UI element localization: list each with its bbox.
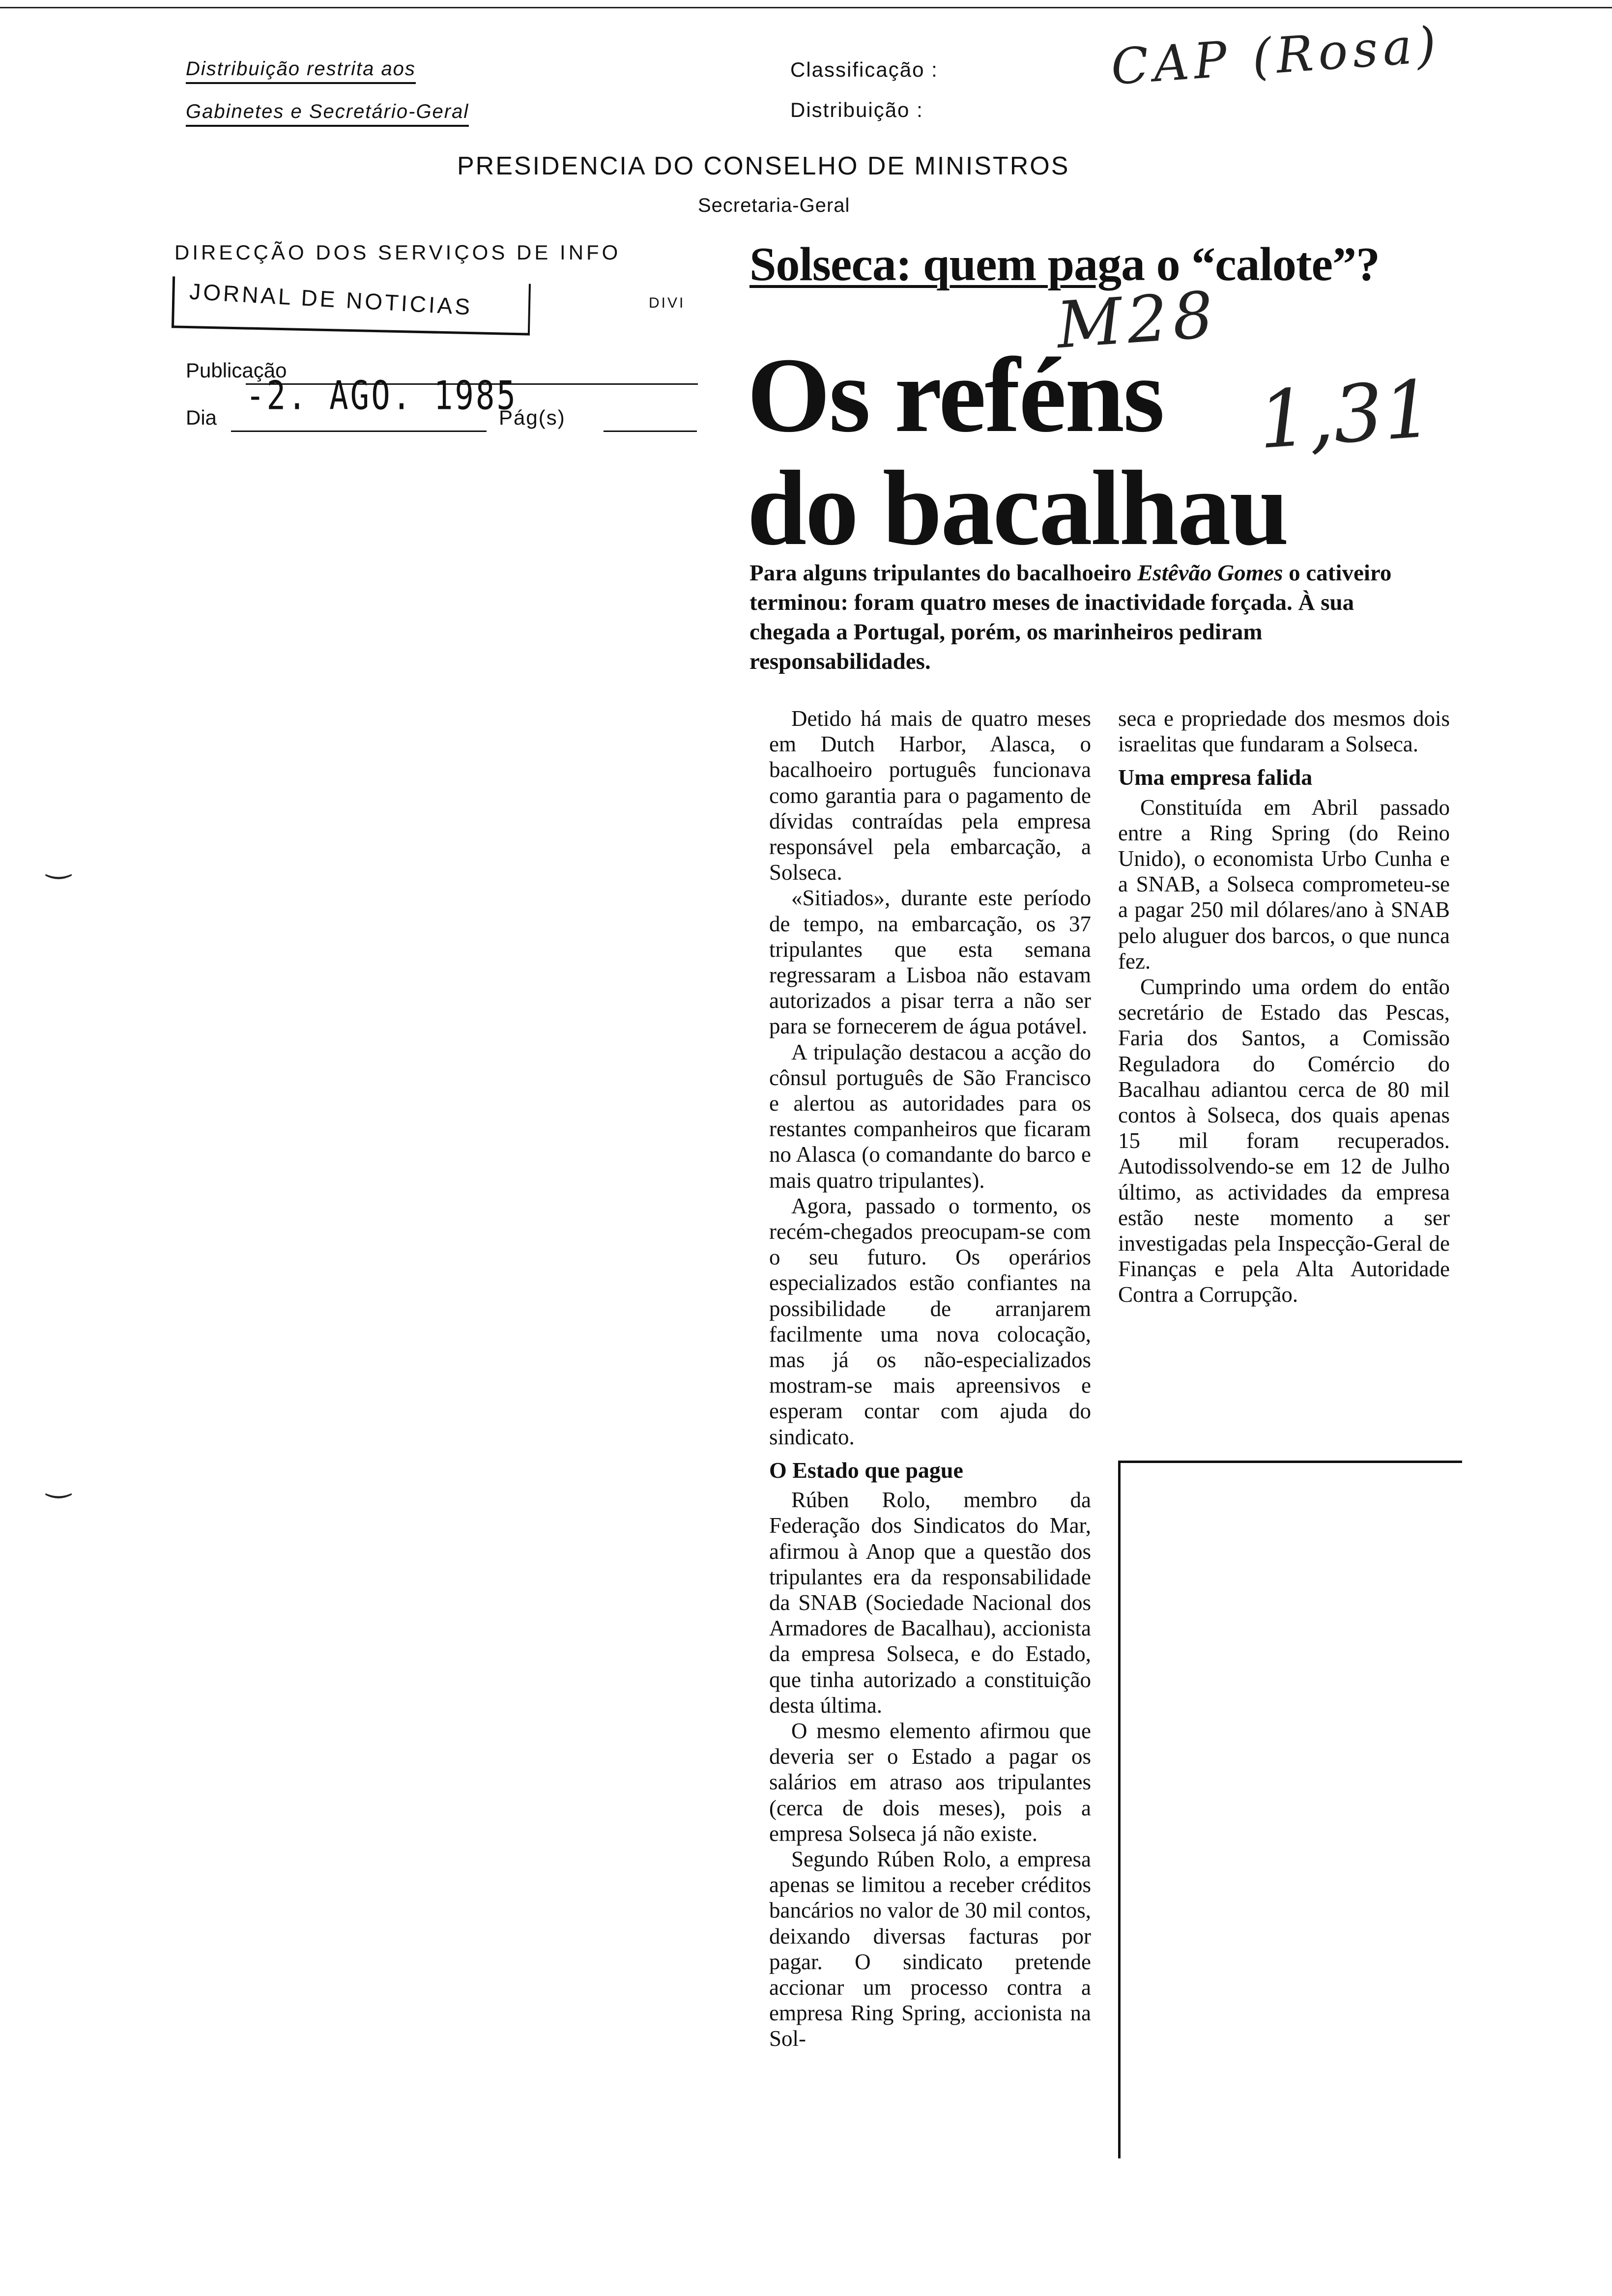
newspaper-stamp-text: JORNAL DE NOTICIAS: [189, 278, 473, 320]
distribution-restricted-line2: Gabinetes e Secretário-Geral: [186, 101, 469, 127]
article-column-1: [769, 706, 1091, 2052]
paragraph: Segundo Rúben Rolo, a empresa apenas se limitou a receber créditos bancários no valor de 30 mil contos, deixando diversas facturas por pagar. O sindicato pretende accionar um processo contra a empresa Ring Spring, accionista na Sol-: [769, 1846, 1091, 2051]
lead-part-1: Para alguns tripulantes do bacalhoeiro: [749, 560, 1138, 586]
paragraph: Agora, passado o tormento, os recém-chegados preocupam-se com o seu futuro. Os operários especializados estão confiantes na possibilidade de arranjarem facilmente uma nova colocação, mas já os não-especializados mostram-se mais apreensivos e esperam contar com ajuda do sindicato.: [769, 1193, 1091, 1449]
day-label: Dia: [186, 406, 217, 429]
subheading: O Estado que pague: [769, 1457, 963, 1483]
paragraph: «Sitiados», durante este período de tempo, na embarcação, os 37 tripulantes que esta semana regressaram a Lisboa não estavam autorizados a pisar terra a não ser para se fornecerem de água potável.: [769, 886, 1091, 1039]
lead-part-2: o cativeiro terminou: foram quatro meses de inactividade forçada. À sua chegada a Portugal, porém, os marinheiros pediram responsabilidades.: [749, 560, 1392, 674]
department-name: DIRECÇÃO DOS SERVIÇOS DE INFO: [174, 241, 621, 264]
clipping-border-top: [1118, 1461, 1462, 1463]
office-name: PRESIDENCIA DO CONSELHO DE MINISTROS: [457, 152, 1070, 180]
clipping-border-left: [1118, 1461, 1121, 2158]
article-column-2: [1118, 706, 1450, 1308]
division-label: DIVI: [649, 295, 686, 311]
handwritten-page-number: 1,31: [1255, 362, 1437, 467]
date-stamp: -2. AGO. 1985: [246, 373, 518, 419]
publication-label: Publicação: [186, 359, 287, 382]
newspaper-stamp: [172, 276, 531, 335]
article-headline: [747, 336, 1288, 568]
paragraph: Constituída em Abril passado entre a Ring Spring (do Reino Unido), o economista Urbo Cunha e a SNAB, a Solseca comprometeu-se a pagar 250 mil dólares/ano à SNAB pelo aluguer dos barcos, o que nunca fez.: [1118, 795, 1450, 974]
kicker-rest: a o “calote”?: [1121, 238, 1380, 291]
paragraph: Rúben Rolo, membro da Federação dos Sindicatos do Mar, afirmou à Anop que a questão dos tripulantes era da responsabilidade da SNAB (Sociedade Nacional dos Armadores de Bacalhau), accionista da empresa Solseca, e do Estado, que tinha autorizado a constituição desta última.: [769, 1488, 1091, 1718]
binder-hole-mark-icon: ‿: [47, 846, 71, 879]
paragraph: Detido há mais de quatro meses em Dutch Harbor, Alasca, o bacalhoeiro português funcionava como garantia para o pagamento de dívidas contraídas pela empresa responsável pela embarcação, a Solseca.: [769, 706, 1091, 885]
pages-underline: [604, 430, 697, 432]
distribution-restricted-line1: Distribuição restrita aos: [186, 58, 416, 84]
day-underline: [231, 430, 487, 432]
handwritten-top-note: CAP (Rosa): [1109, 15, 1443, 96]
pages-label: Pág(s): [499, 406, 566, 429]
paragraph: A tripulação destacou a acção do cônsul português de São Francisco e alertou as autoridades para os restantes companheiros que ficaram no Alasca (o comandante do barco e mais quatro tripulantes).: [769, 1039, 1091, 1193]
paragraph: seca e propriedade dos mesmos dois israelitas que fundaram a Solseca.: [1118, 706, 1450, 757]
article-lead: [749, 558, 1428, 676]
kicker-underlined: Solseca: quem pag: [749, 238, 1122, 291]
paragraph: Cumprindo uma ordem do então secretário de Estado das Pescas, Faria dos Santos, a Comissão Reguladora do Comércio do Bacalhau adiantou cerca de 80 mil contos à Solseca, dos quais apenas 15 mil foram recuperados. Autodissolvendo-se em 12 de Julho último, as actividades da empresa estão neste momento a ser investigadas pela Inspecção-Geral de Finanças e pela Alta Autoridade Contra a Corrupção.: [1118, 975, 1450, 1307]
lead-ship-name: Estêvão Gomes: [1137, 560, 1283, 586]
article-kicker: [749, 237, 1380, 292]
subheading: Uma empresa falida: [1118, 765, 1313, 790]
paragraph: O mesmo elemento afirmou que deveria ser o Estado a pagar os salários em atraso aos tripulantes (cerca de dois meses), pois a empresa Solseca já não existe.: [769, 1718, 1091, 1846]
headline-line-1: Os reféns: [747, 336, 1163, 455]
handwritten-code: M28: [1054, 277, 1221, 363]
binder-hole-mark-icon: ‿: [47, 1465, 71, 1498]
classification-label: Classificação :: [790, 58, 938, 81]
office-subunit: Secretaria-Geral: [698, 195, 850, 216]
distribution-label: Distribuição :: [790, 98, 923, 121]
headline-line-2: do bacalhau: [747, 449, 1288, 568]
scan-top-rule: [0, 7, 1612, 8]
